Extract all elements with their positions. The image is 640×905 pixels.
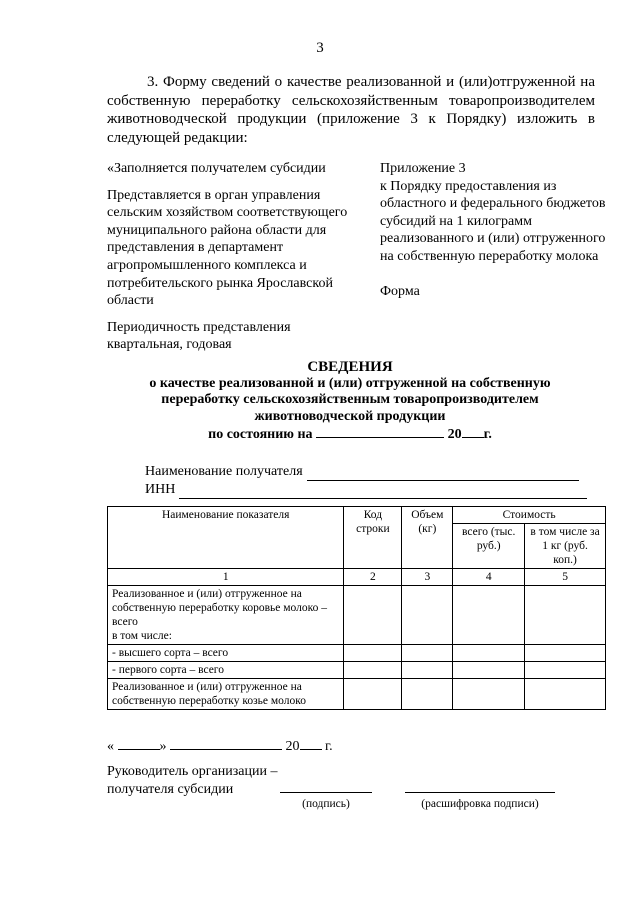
filled-by-text: «Заполняется получателем субсидии — [107, 161, 326, 176]
cell-code[interactable] — [344, 645, 402, 662]
date-year-suffix: г. — [325, 739, 333, 754]
table-row — [108, 679, 606, 710]
column-number: 2 — [344, 569, 402, 586]
cell-per-kg[interactable] — [525, 586, 606, 645]
date-open-quote: « — [107, 739, 114, 754]
cell-per-kg[interactable] — [525, 645, 606, 662]
table-row — [108, 662, 606, 679]
left-info-block — [107, 160, 369, 363]
date-close-quote: » — [159, 739, 167, 754]
title-main: СВЕДЕНИЯ — [307, 359, 393, 375]
cell-per-kg[interactable] — [525, 662, 606, 679]
cell-volume[interactable] — [402, 645, 453, 662]
table-row — [108, 586, 606, 645]
page-number: 3 — [316, 40, 324, 56]
header-per-kg: в том числе за 1 кг (руб. коп.) — [525, 524, 606, 569]
head-title-line-2: получателя субсидии — [107, 782, 234, 797]
cell-volume[interactable] — [402, 679, 453, 710]
intro-paragraph: 3. Форму сведений о качестве реализованной и (или)отгруженной на собственную переработку сельскохозяйственным товаропроизводителем животноводческой продукции (приложение 3 к Порядку) изложить в следующей редакции: — [107, 74, 595, 146]
date-year-prefix: 20 — [285, 739, 300, 754]
cell-per-kg[interactable] — [525, 679, 606, 710]
recipient-name-field[interactable] — [307, 466, 579, 481]
head-title-line-1: Руководитель организации – — [107, 764, 278, 779]
row-label-first-grade: - первого сорта – всего — [108, 662, 344, 679]
periodicity-text: Периодичность представления квартальная, годовая — [107, 319, 291, 353]
table-row — [108, 645, 606, 662]
column-number-row — [108, 569, 606, 586]
signing-date — [107, 737, 333, 755]
cell-total[interactable] — [453, 586, 525, 645]
cell-code[interactable] — [344, 662, 402, 679]
table-header-row — [108, 507, 606, 524]
appendix-block — [380, 160, 620, 300]
as-of-year-field[interactable] — [462, 425, 484, 438]
column-number: 1 — [108, 569, 344, 586]
header-indicator: Наименование показателя — [108, 507, 344, 569]
cell-volume[interactable] — [402, 586, 453, 645]
cell-code[interactable] — [344, 586, 402, 645]
title-line-3: животноводческой продукции — [254, 408, 446, 424]
title-line-2: переработку сельскохозяйственным товаропроизводителем — [161, 392, 539, 407]
appendix-reference: к Порядку предоставления из областного и федерального бюджетов субсидий на 1 килограмм реализованного и (или) отгруженного на собственную переработку молока — [380, 178, 606, 264]
date-month-field[interactable] — [170, 737, 282, 750]
row-label-premium: - высшего сорта – всего — [108, 645, 344, 662]
header-code: Код строки — [344, 507, 402, 569]
column-number: 5 — [525, 569, 606, 586]
submitted-to-text: Представляется в орган управления сельским хозяйством соответствующего муниципального района области для представления в департамент агропромышленного комплекса и потребительского рынка Ярославской области — [107, 187, 348, 309]
cell-code[interactable] — [344, 679, 402, 710]
column-number: 3 — [402, 569, 453, 586]
cell-total[interactable] — [453, 645, 525, 662]
header-cost: Стоимость — [453, 507, 606, 524]
inn-label: ИНН — [145, 482, 176, 497]
signature-decode-field[interactable] — [405, 792, 555, 810]
cell-volume[interactable] — [402, 662, 453, 679]
recipient-block — [145, 463, 587, 499]
as-of-year-suffix: г. — [483, 427, 492, 442]
as-of-label: по состоянию на — [208, 427, 313, 442]
as-of-date-field[interactable] — [316, 425, 444, 438]
date-year-field[interactable] — [300, 737, 322, 750]
form-label: Форма — [380, 283, 420, 299]
signature-caption: (подпись) — [302, 798, 350, 810]
signature-decode-caption: (расшифровка подписи) — [421, 798, 539, 810]
as-of-year-prefix: 20 — [447, 427, 462, 442]
inn-field[interactable] — [179, 484, 587, 499]
data-table — [107, 506, 606, 710]
header-total: всего (тыс. руб.) — [453, 524, 525, 569]
column-number: 4 — [453, 569, 525, 586]
cell-total[interactable] — [453, 679, 525, 710]
signature-block — [107, 763, 277, 799]
signature-field[interactable] — [280, 792, 372, 810]
appendix-label: Приложение 3 — [380, 161, 466, 176]
cell-total[interactable] — [453, 662, 525, 679]
header-volume: Объем (кг) — [402, 507, 453, 569]
recipient-name-label: Наименование получателя — [145, 464, 303, 479]
date-day-field[interactable] — [118, 737, 160, 750]
document-title — [60, 359, 640, 444]
row-label-cow-milk: Реализованное и (или) отгруженное на собственную переработку коровье молоко – всего в том числе: — [108, 586, 344, 645]
as-of-date — [60, 425, 640, 444]
title-line-1: о качестве реализованной и (или) отгруженной на собственную — [149, 375, 551, 391]
row-label-goat-milk: Реализованное и (или) отгруженное на собственную переработку козье молоко — [108, 679, 344, 710]
